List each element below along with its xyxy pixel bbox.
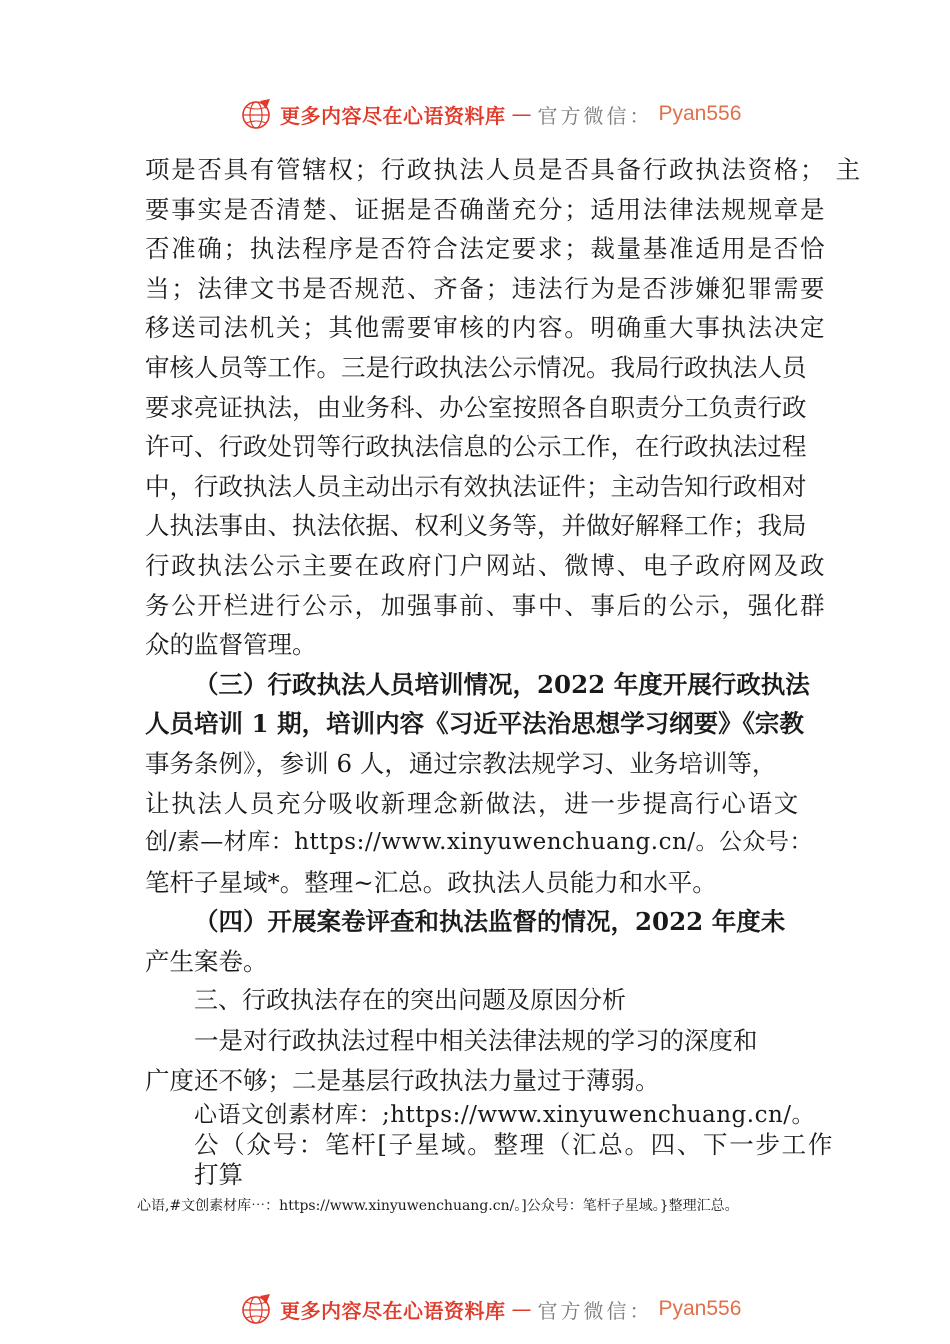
body-line: 心语文创素材库：;https://www.xinyuwenchuang.cn/。 <box>194 1102 816 1129</box>
banner-wechat-label: 官方微信： <box>537 1298 653 1323</box>
body-line: 人员培训 1 期，培训内容《习近平法治思想学习纲要》《宗教 <box>145 709 804 739</box>
body-line: 人执法事由、执法依据、权利义务等，并做好解释工作；我局 <box>145 511 807 541</box>
banner-wechat-label: 官方微信： <box>537 103 653 128</box>
body-line: 打算 <box>194 1160 243 1190</box>
body-line: 行政执法公示主要在政府门户网站、微博、电子政府网及政 <box>145 550 827 580</box>
body-line: 让执法人员充分吸收新理念新做法，进一步提高行心语文 <box>145 788 800 818</box>
header-banner <box>240 94 760 134</box>
banner-wechat-id: Pyan556 <box>658 102 742 125</box>
wireframe-globe-logo-icon <box>240 97 274 131</box>
body-line: 众的监督管理。 <box>145 630 317 660</box>
banner-dash: — <box>511 102 532 126</box>
body-line: 务公开栏进行公示，加强事前、事中、事后的公示，强化群 <box>145 590 827 620</box>
banner-dash: — <box>511 1297 532 1321</box>
body-line: 一是对行政执法过程中相关法律法规的学习的深度和 <box>194 1026 758 1056</box>
body-line: 创/素—材库：https://www.xinyuwenchuang.cn/。公众号： <box>145 829 814 856</box>
body-line: 中，行政执法人员主动出示有效执法证件；主动告知行政相对 <box>145 471 807 501</box>
section-3-title-line: （三）行政执法人员培训情况，2022 年度开展行政执法 <box>194 669 810 699</box>
body-line: 笔杆子星域*。整理~汇总。政执法人员能力和水平。 <box>145 867 717 897</box>
document-body <box>145 150 862 1190</box>
banner-site-name: 更多内容尽在心语资料库 <box>280 1298 506 1323</box>
body-line: 审核人员等工作。三是行政执法公示情况。我局行政执法人员 <box>145 352 807 382</box>
body-line: 公（众号：笔杆[子星域。整理（汇总。四、下一步工作 <box>194 1130 835 1160</box>
footer-banner <box>240 1289 760 1329</box>
body-line: 移送司法机关；其他需要审核的内容。明确重大事执法决定 <box>145 313 827 343</box>
body-line: 否准确；执法程序是否符合法定要求；裁量基准适用是否恰 <box>145 234 827 264</box>
banner-site-name: 更多内容尽在心语资料库 <box>280 103 506 128</box>
banner-wechat-id: Pyan556 <box>658 1297 742 1320</box>
body-line: 要求亮证执法，由业务科、办公室按照各自职责分工负责行政 <box>145 392 807 422</box>
body-line: 项是否具有管辖权；行政执法人员是否具备行政执法资格； 主 <box>145 155 862 184</box>
chapter-heading: 三、行政执法存在的突出问题及原因分析 <box>194 986 626 1015</box>
wireframe-globe-logo-icon <box>240 1292 274 1326</box>
body-line: 广度还不够；二是基层行政执法力量过于薄弱。 <box>145 1065 660 1095</box>
body-line: 要事实是否清楚、证据是否确凿充分；适用法律法规规章是 <box>145 194 827 224</box>
body-line: 当；法律文书是否规范、齐备；违法行为是否涉嫌犯罪需要 <box>145 273 827 303</box>
footnote: 心语,#文创素材库⋯：https://www.xinyuwenchuang.cn/。]公众号：笔杆子星域。}整理汇总。 <box>137 1198 739 1214</box>
body-line: 事务条例》，参训 6 人，通过宗教法规学习、业务培训等， <box>145 748 777 778</box>
body-line: 产生案卷。 <box>145 946 268 976</box>
body-line: 许可、行政处罚等行政执法信息的公示工作，在行政执法过程 <box>145 432 807 462</box>
section-4-title-line: （四）开展案卷评查和执法监督的情况，2022 年度未 <box>194 907 786 937</box>
